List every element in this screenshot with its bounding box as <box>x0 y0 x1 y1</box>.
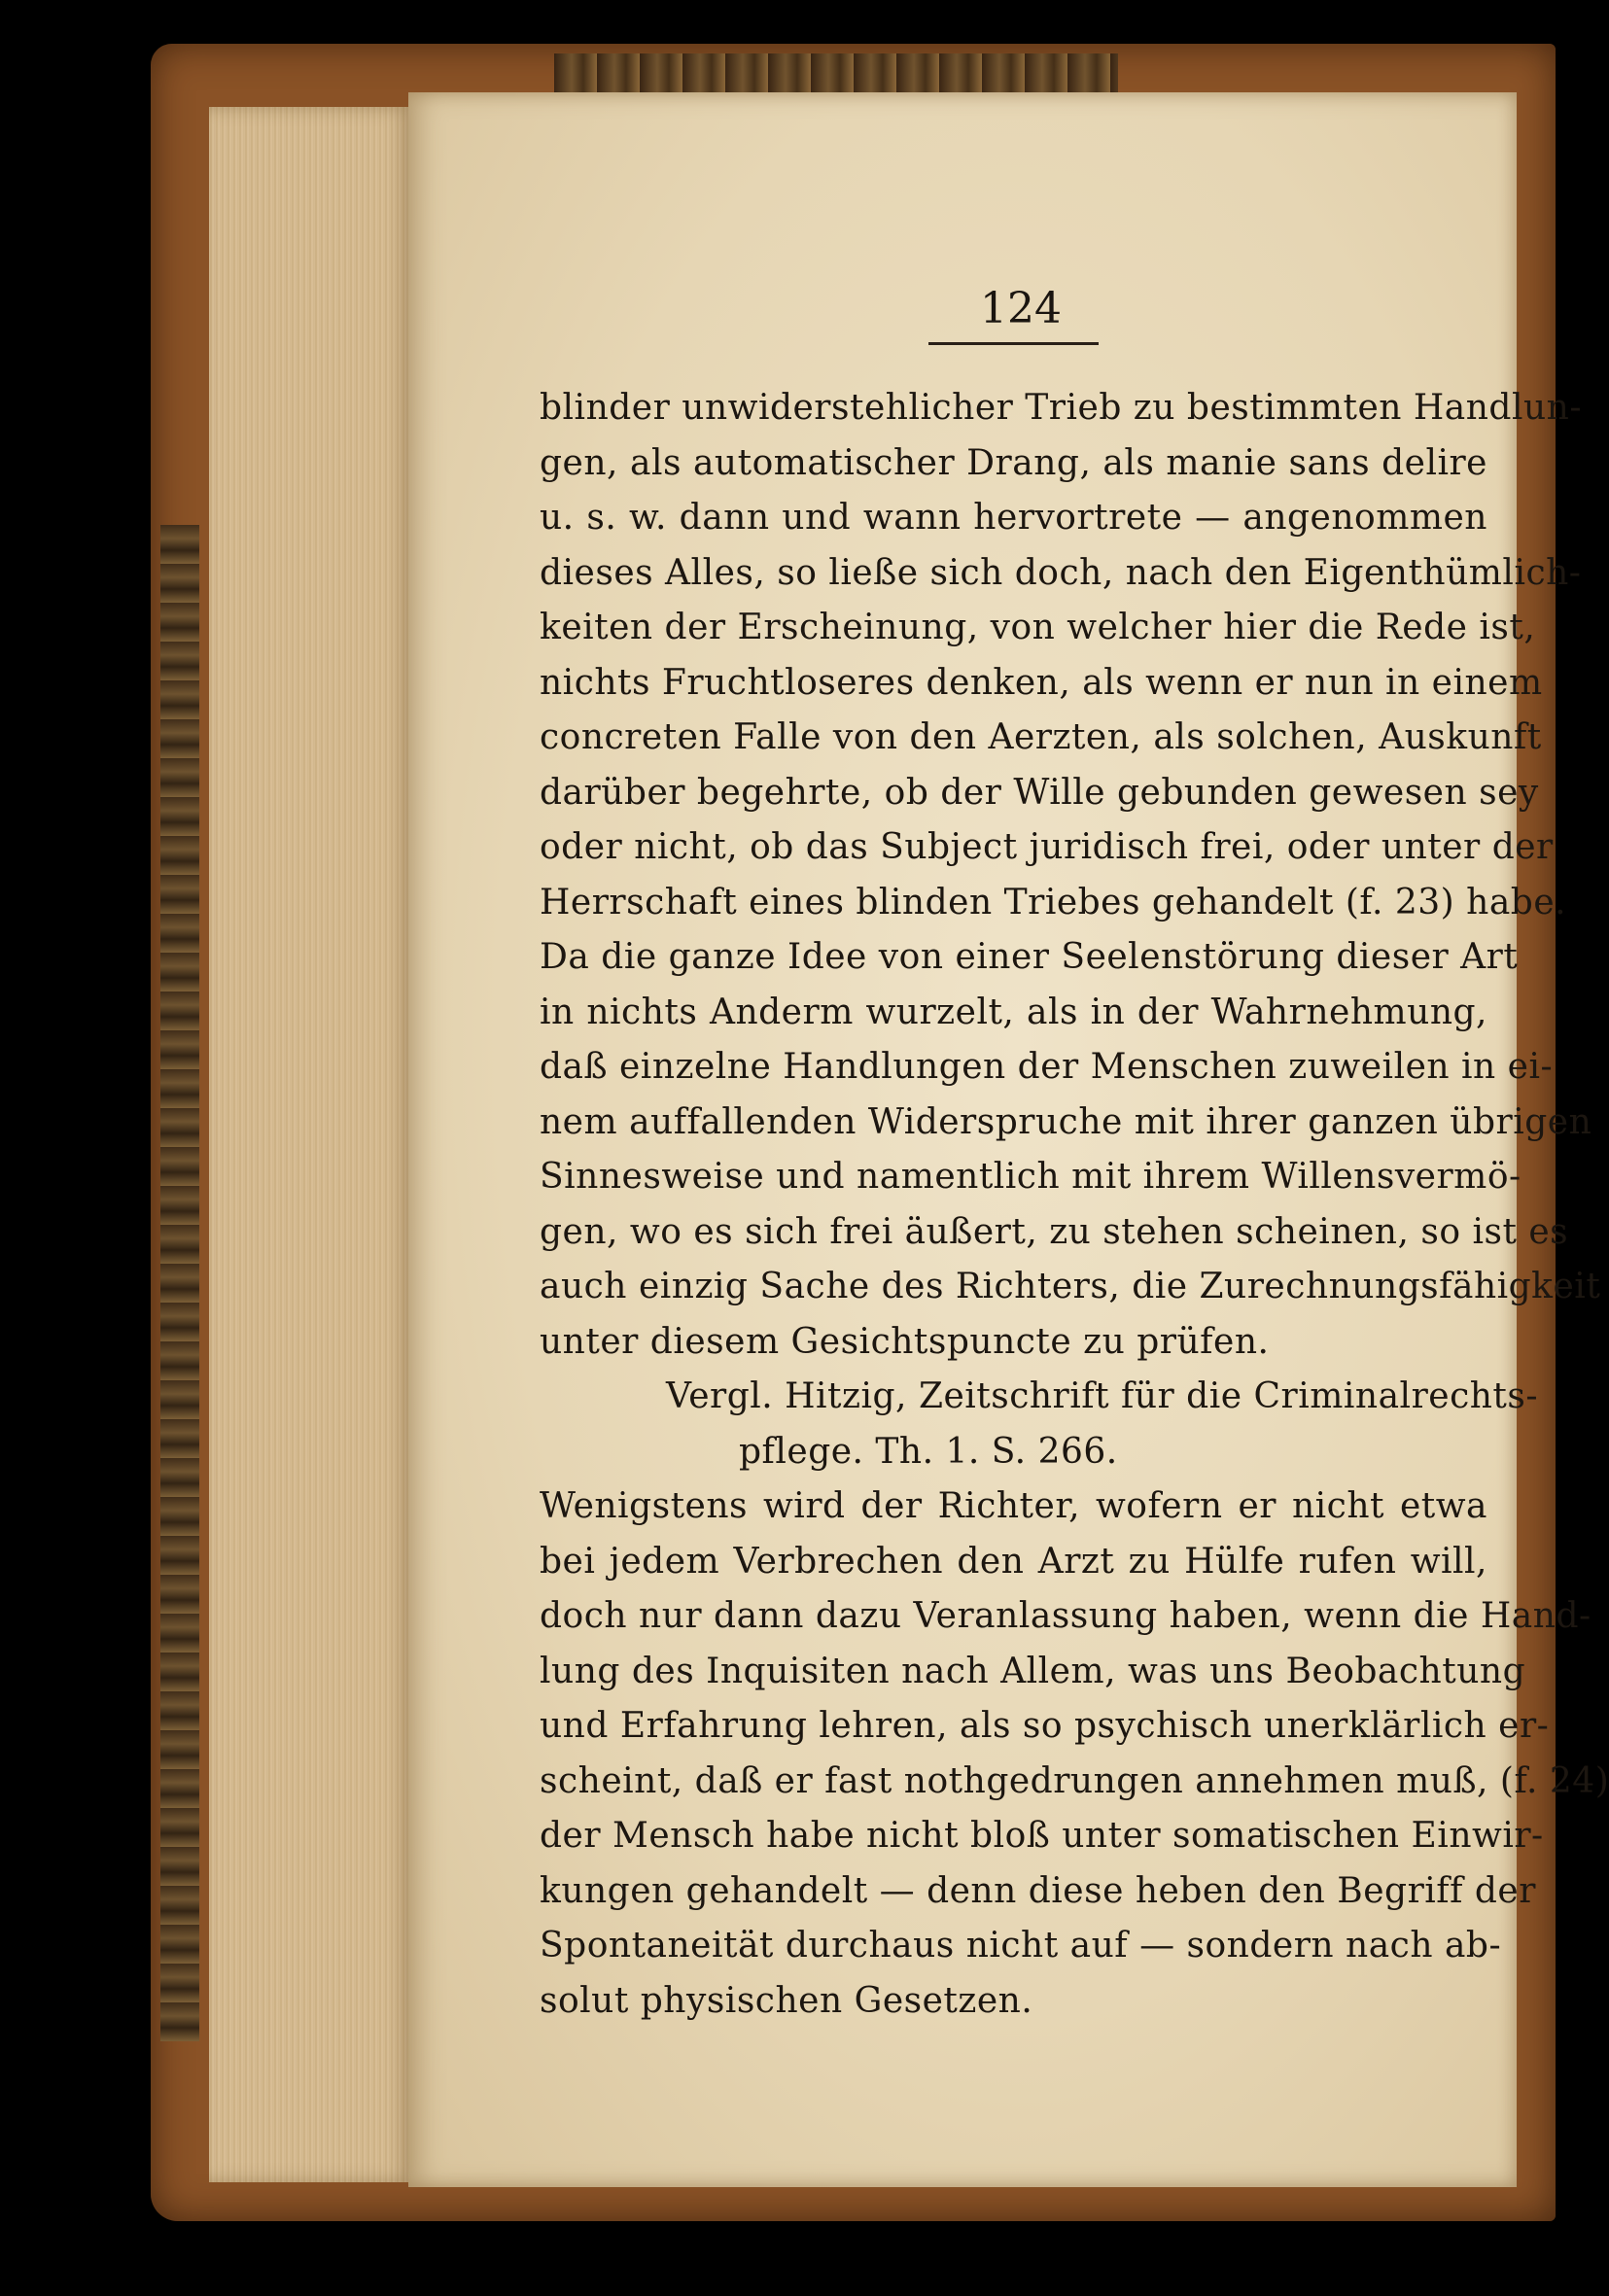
text-line: in nichts Anderm wurzelt, als in der Wahrnehmung, <box>540 991 1487 1032</box>
page-number: 124 <box>980 284 1062 333</box>
text-line: Da die ganze Idee von einer Seelenstörung dieser Art <box>540 937 1519 977</box>
page-block-edge <box>209 107 413 2182</box>
text-line: daß einzelne Handlungen der Menschen zuweilen in ei- <box>540 1047 1554 1087</box>
body-text <box>540 381 1609 2029</box>
page-number-rule <box>928 342 1099 345</box>
text-line: und Erfahrung lehren, als so psychisch unerklärlich er- <box>540 1706 1550 1746</box>
text-line: Wenigstens wird der Richter, wofern er nicht etwa <box>540 1486 1487 1526</box>
text-line: Herrschaft eines blinden Triebes gehandelt (f. 23) habe. <box>540 882 1567 922</box>
citation-line: pflege. Th. 1. S. 266. <box>739 1431 1118 1472</box>
text-line: Spontaneität durchaus nicht auf — sondern nach ab- <box>540 1926 1502 1966</box>
text-line: kungen gehandelt — denn diese heben den Begriff der <box>540 1870 1536 1911</box>
text-line: dieses Alles, so ließe sich doch, nach den Eigenthümlich- <box>540 552 1582 593</box>
text-line: lung des Inquisiten nach Allem, was uns Beobachtung <box>540 1651 1526 1691</box>
text-line: u. s. w. dann und wann hervortrete — angenommen <box>540 498 1487 538</box>
citation-line: Vergl. Hitzig, Zeitschrift für die Criminalrechts- <box>666 1376 1539 1416</box>
text-line: darüber begehrte, ob der Wille gebunden gewesen sey <box>540 772 1539 813</box>
text-line: keiten der Erscheinung, von welcher hier die Rede ist, <box>540 608 1536 647</box>
text-line: gen, wo es sich frei äußert, zu stehen scheinen, so ist es <box>540 1211 1569 1252</box>
text-line: bei jedem Verbrechen den Arzt zu Hülfe rufen will, <box>540 1541 1487 1582</box>
text-line: unter diesem Gesichtspuncte zu prüfen. <box>540 1321 1270 1362</box>
text-line: der Mensch habe nicht bloß unter somatischen Einwir- <box>540 1816 1544 1856</box>
text-line: gen, als automatischer Drang, als manie sans delire <box>540 442 1487 483</box>
text-line: concreten Falle von den Aerzten, als solchen, Auskunft <box>540 717 1542 757</box>
text-line: nichts Fruchtloseres denken, als wenn er nun in einem <box>540 662 1543 703</box>
text-line: oder nicht, ob das Subject juridisch frei, oder unter der <box>540 827 1554 867</box>
text-line: Sinnesweise und namentlich mit ihrem Willensvermö- <box>540 1157 1522 1197</box>
text-line: doch nur dann dazu Veranlassung haben, wenn die Hand- <box>540 1596 1592 1636</box>
text-line: auch einzig Sache des Richters, die Zurechnungsfähigkeit <box>540 1267 1601 1306</box>
text-line: solut physischen Gesetzen. <box>540 1980 1033 2021</box>
text-line: blinder unwiderstehlicher Trieb zu bestimmten Handlun- <box>540 388 1583 428</box>
text-line: nem auffallenden Widerspruche mit ihrer ganzen übrigen <box>540 1101 1592 1142</box>
text-line: scheint, daß er fast nothgedrungen annehmen muß, (f. 24) <box>540 1760 1609 1801</box>
marbled-cover-edge <box>160 525 199 2041</box>
